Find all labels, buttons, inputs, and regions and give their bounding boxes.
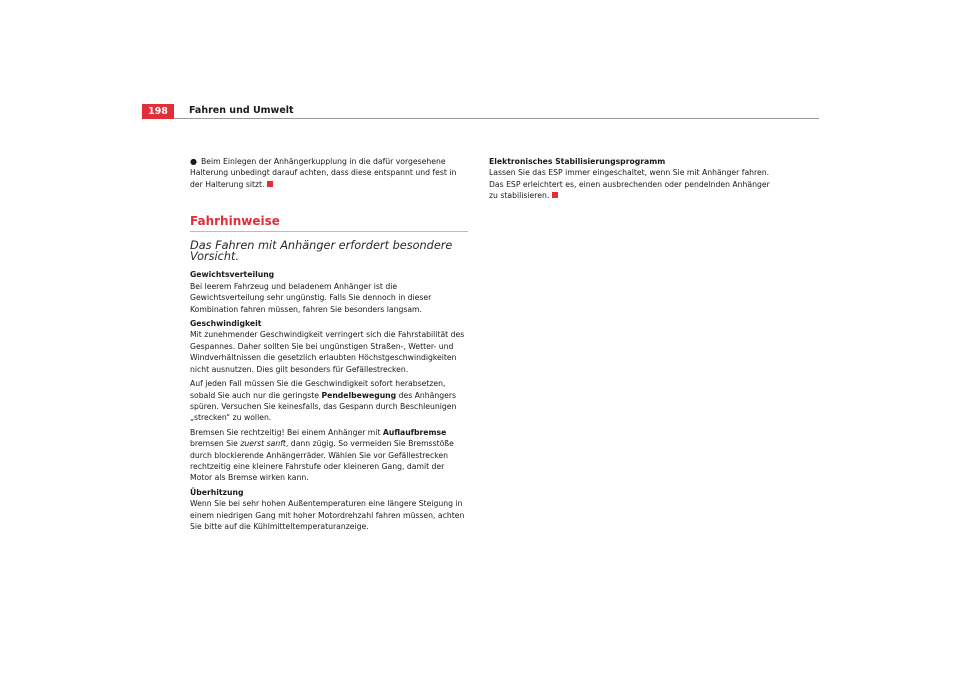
auflaufbremse-emphasis: Auflaufbremse: [382, 427, 447, 437]
header-divider: [174, 118, 819, 119]
speed-heading: Geschwindigkeit: [190, 319, 262, 329]
chapter-title: Fahren und Umwelt: [189, 105, 294, 116]
esp-heading: Elektronisches Stabilisierungsprogramm: [489, 157, 666, 166]
overheat-text: Wenn Sie bei sehr hohen Außentemperaturen eine längere Steigung in einem niedrigen Gang mit hoher Motordrehzahl fahren müssen, achten Sie bitte auf die Kühlmitteltemperaturanzeige.: [190, 499, 465, 531]
section-subtitle: Das Fahren mit Anhänger erfordert besondere Vorsicht.: [190, 238, 453, 264]
section-heading: Fahrhinweise: [190, 216, 468, 231]
esp-text: Lassen Sie das ESP immer eingeschaltet, wenn Sie mit Anhänger fahren. Das ESP erleichtert es, einen ausbrechenden oder pendelnden Anhänger zu stabilisieren.: [489, 168, 770, 201]
zuerst-sanft-emphasis: zuerst sanft: [240, 439, 286, 449]
right-column: [489, 156, 779, 205]
page-number: 198: [142, 104, 174, 119]
speed-text: Mit zunehmender Geschwindigkeit verringert sich die Fahrstabilität des Gespannes. Daher sollten Sie bei ungünstigen Straßen-, Wetter- und Windverhältnissen die gesetzlich erlaubten Höchstgeschwindigkeiten nicht ausnutzen. Dies gilt besonders für Gefällestrecken.: [190, 330, 465, 374]
end-of-section-icon: [267, 181, 273, 187]
left-column: [190, 156, 468, 535]
bullet-text: Beim Einlegen der Anhängerkupplung in die dafür vorgesehene Halterung unbedingt darauf achten, dass diese entspannt und fest in der Halterung sitzt.: [190, 157, 457, 189]
speed-paragraph-3: [190, 427, 468, 484]
end-of-section-icon: [552, 192, 558, 198]
speed-p2-b: des Anhängers spüren. Versuchen Sie keinesfalls, das Gespann durch Beschleunigen „strecken“ zu wollen.: [190, 390, 457, 423]
speed-p3-c: , dann zügig. So vermeiden Sie Bremsstöße durch blockierende Anhängerräder. Wählen Sie vor Gefällestrecken rechtzeitig eine kleinere Fahrstufe oder kleineren Gang, damit der Motor als Bremse wirken kann.: [190, 439, 454, 483]
overheat-heading: Überhitzung: [190, 487, 244, 497]
weight-text: Bei leerem Fahrzeug und beladenem Anhänger ist die Gewichtsverteilung sehr ungünstig. Falls Sie dennoch in dieser Kombination fahren müssen, fahren Sie besonders langsam.: [190, 281, 432, 314]
pendelbewegung-emphasis: Pendelbewegung: [321, 390, 397, 400]
bullet-icon: ●: [190, 157, 197, 166]
esp-paragraph: [489, 167, 779, 201]
bullet-paragraph: [190, 156, 468, 190]
speed-paragraph-2: [190, 378, 468, 424]
speed-p3-b: bremsen Sie: [190, 439, 238, 449]
weight-heading: Gewichtsverteilung: [190, 270, 275, 280]
speed-p3-a: Bremsen Sie rechtzeitig! Bei einem Anhänger mit: [190, 427, 381, 437]
speed-p2-a: Auf jeden Fall müssen Sie die Geschwindigkeit sofort herabsetzen, sobald Sie auch nur die geringste: [190, 379, 446, 400]
